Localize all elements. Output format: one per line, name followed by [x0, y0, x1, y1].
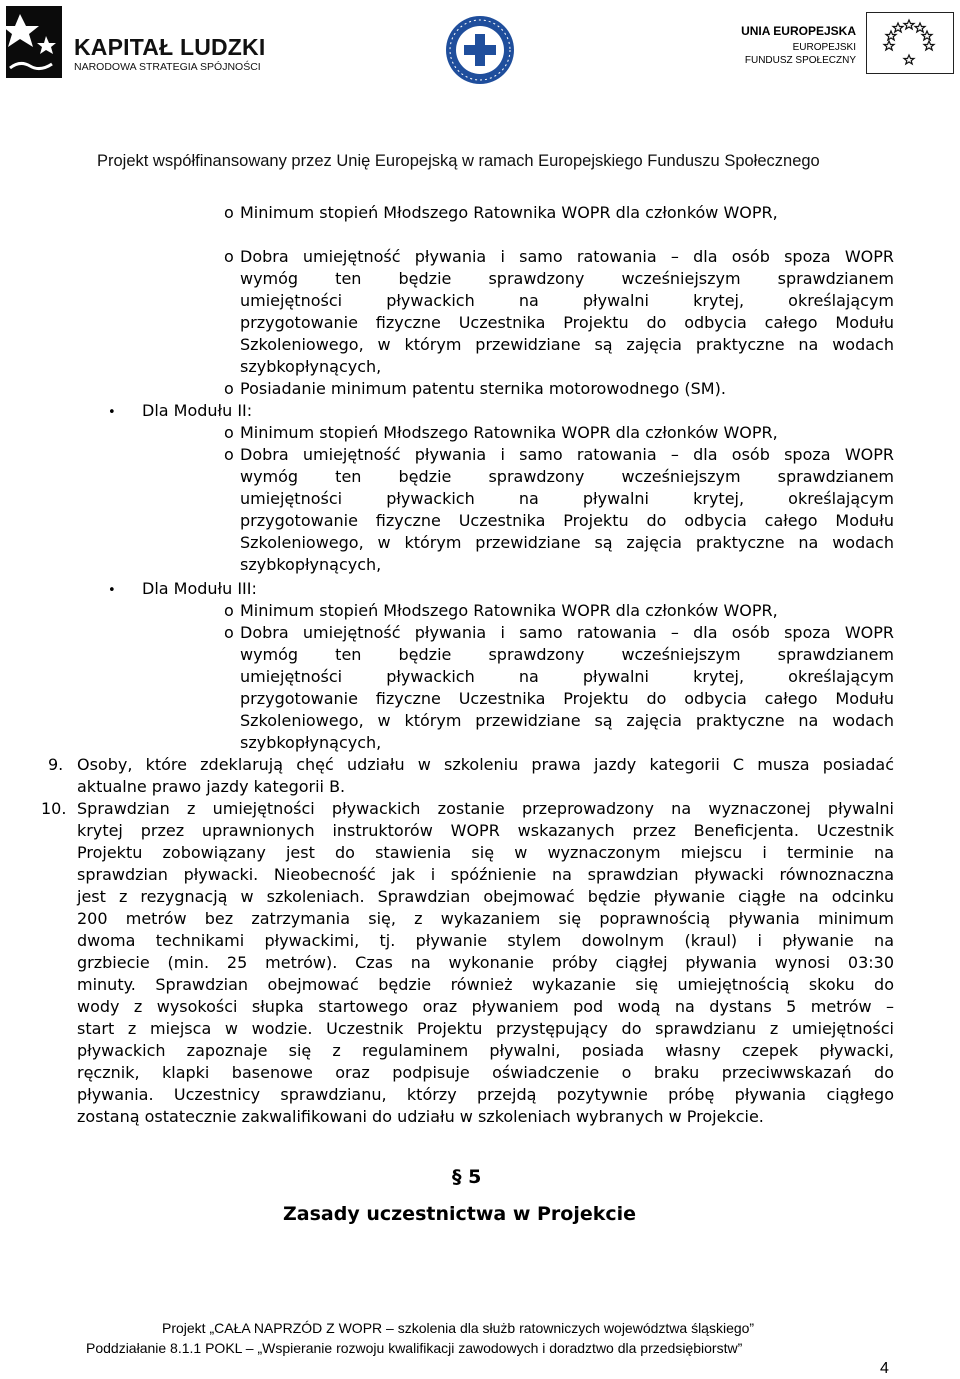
point-number: 9.: [48, 755, 64, 774]
list-marker: o: [224, 623, 234, 642]
unia-europejska-logo: [730, 12, 956, 78]
footer-project-name: Projekt „CAŁA NAPRZÓD Z WOPR – szkolenia dla służb ratowniczych województwa śląskiego”: [162, 1320, 755, 1336]
module-3-label: Dla Modułu III:: [142, 579, 257, 598]
kapital-ludzki-logo: [4, 4, 272, 84]
point-9-paragraph: Osoby, które zdeklarują chęć udziału w szkoleniu prawa jazdy kategorii C musza posiadać aktualne prawo jazdy kategorii B.: [77, 755, 894, 796]
requirement-item: Posiadanie minimum patentu sternika motorowodnego (SM).: [240, 379, 726, 398]
requirement-item: Minimum stopień Młodszego Ratownika WOPR dla członków WOPR,: [240, 203, 778, 222]
bullet-icon: •: [108, 583, 116, 598]
kapital-ludzki-subtitle: NARODOWA STRATEGIA SPÓJNOŚCI: [74, 61, 261, 73]
ue-subtitle-1: EUROPEJSKI: [792, 42, 856, 53]
point-10-paragraph: Sprawdzian z umiejętności pływackich zostanie przeprowadzony na wyznaczonej pływalni krytej przez uprawnionych instruktorów WOPR wskazanych przez Beneficjenta. Uczestnik Projektu zobowiązany jest do stawienia się w wyznaczonym miejscu i terminie na sprawdzian pływacki. Nieobecność jak i spóźnienie na sprawdzian pływacki równoznaczna jest z rezygnacją w szkoleniach. Sprawdzian obejmować będzie pływanie ciągłe na odcinku 200 metrów bez zatrzymania się, z wykazaniem się poprawnością pływania minimum dwoma technikami pływackimi, tj. pływanie stylem dowolnym (kraul) i pływanie na grzbiecie (min. 25 metrów). Czas na wykonanie próby ciągłej pływania wynosi 03:30 minuty. Sprawdzian obejmować będzie również wykazanie się umiejętnością skoku do wody z wysokości słupka startowego oraz pływaniem pod wodą na dystans 5 metrów – start z miejsca w wodzie. Uczestnik Projektu przystępujący do sprawdzianu z umiejętności pływackich zapoznaje się z regulaminem pływalni, posiada własny czepek pływacki, ręcznik, klapki basenowe oraz podpisuje oświadczenie o braku przeciwwskazań do pływania. Uczestnicy sprawdzianu, którzy przejdą pozytywnie próbę pływania ciągłego zostaną ostatecznie zakwalifikowani do udziału w szkoleniach wybranych w Projekcie.: [77, 799, 894, 1126]
footer-subaction: Poddziałanie 8.1.1 POKL – „Wspieranie rozwoju kwalifikacji zawodowych i doradztwo dla przedsiębiorstw”: [86, 1340, 743, 1356]
ue-title: UNIA EUROPEJSKA: [741, 24, 856, 38]
page-number: 4: [880, 1360, 889, 1377]
list-marker: o: [224, 601, 234, 620]
wopr-logo-icon: [444, 14, 516, 86]
list-marker: o: [224, 423, 234, 442]
module-2-label: Dla Modułu II:: [142, 401, 253, 420]
list-marker: o: [224, 445, 234, 464]
section-number: § 5: [452, 1166, 482, 1188]
requirement-item: Dobra umiejętność pływania i samo ratowania – dla osób spoza WOPR wymóg ten będzie sprawdzony wcześniejszym sprawdzianem umiejętności pływackich na pływalni krytej, określającym przygotowanie fizyczne Uczestnika Projektu do odbycia całego Modułu Szkoleniowego, w którym przewidziane są zajęcia praktyczne na wodach szybkopłynących,: [240, 623, 894, 752]
list-marker: o: [224, 379, 234, 398]
requirement-item: Minimum stopień Młodszego Ratownika WOPR dla członków WOPR,: [240, 423, 778, 442]
bullet-icon: •: [108, 405, 116, 420]
list-marker: o: [224, 203, 234, 222]
list-marker: o: [224, 247, 234, 266]
point-number: 10.: [41, 799, 67, 818]
section-title: Zasady uczestnictwa w Projekcie: [283, 1203, 637, 1225]
eu-flag-icon: [866, 12, 954, 74]
requirement-item: Minimum stopień Młodszego Ratownika WOPR dla członków WOPR,: [240, 601, 778, 620]
cofinanced-header-text: Projekt współfinansowany przez Unię Europejską w ramach Europejskiego Funduszu Społecznego: [97, 152, 820, 170]
ue-subtitle-2: FUNDUSZ SPOŁECZNY: [744, 55, 856, 66]
kapital-ludzki-emblem-icon: [6, 6, 62, 78]
requirement-item: Dobra umiejętność pływania i samo ratowania – dla osób spoza WOPR wymóg ten będzie sprawdzony wcześniejszym sprawdzianem umiejętności pływackich na pływalni krytej, określającym przygotowanie fizyczne Uczestnika Projektu do odbycia całego Modułu Szkoleniowego, w którym przewidziane są zajęcia praktyczne na wodach szybkopłynących,: [240, 247, 894, 376]
requirement-item: Dobra umiejętność pływania i samo ratowania – dla osób spoza WOPR wymóg ten będzie sprawdzony wcześniejszym sprawdzianem umiejętności pływackich na pływalni krytej, określającym przygotowanie fizyczne Uczestnika Projektu do odbycia całego Modułu Szkoleniowego, w którym przewidziane są zajęcia praktyczne na wodach szybkopłynących,: [240, 445, 894, 574]
kapital-ludzki-title: KAPITAŁ LUDZKI: [74, 34, 266, 60]
